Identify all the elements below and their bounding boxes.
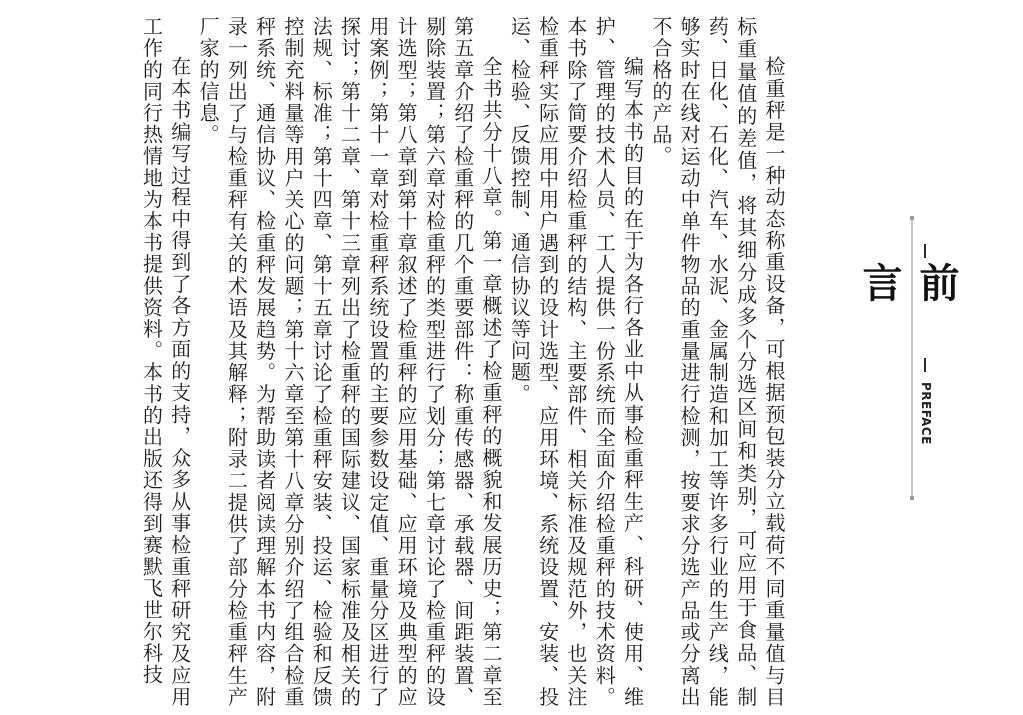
- page-subtitle: PREFACE: [919, 382, 933, 445]
- paragraph-3: 全书共分十八章。第一章概述了检重秤的概貌和发展历史；第二章至第五章介绍了检重秤的几个重要部件：称重传感器、承载器、间距装置、剔除装置；第六章对检重秤的类型进行了划分；第七章讨论了检重秤的设计选型；第八章到第十章叙述了检重秤的应用基础、应用环境及典型的应用案例；第十一章对检重秤系统设置的主要参数设定值、重量分区进行了探讨；第十二章、第十三章列出了检重秤的国际建议、国家标准及相关的法规、标准；第十四章、第十五章讨论了检重秤安装、投运、检验和反馈控制充料量等用户关心的问题；第十六章至第十八章分别介绍了组合检重秤系统、通信协议、检重秤发展趋势。为帮助读者阅读理解本书内容，附录一列出了与检重秤有关的术语及其解释；附录二提供了部分检重秤生产厂家的信息。: [196, 16, 504, 708]
- paragraph-4: 在本书编写过程中得到了各方面的支持，众多从事检重秤研究及应用工作的同行热情地为本书提供资料。本书的出版还得到赛默飞世尔科技: [139, 16, 192, 708]
- paragraph-1: 检重秤是一种动态称重设备，可根据预包装分立载荷不同重量值与目标重量值的差值，将其细分成多个分选区间和类别，可应用于食品、制药、日化、石化、汽车、水泥、金属制造和加工等许多行业的生产线，能够实时在线对运动中单件物品的重量进行检测，按要求分选产品或分离出不合格的产品。: [648, 16, 786, 708]
- rule-top-dot: [910, 216, 914, 220]
- paragraph-2: 编写本书的目的在于为各行各业中从事检重秤生产、科研、使用、维护、管理的技术人员、工人提供一份系统而全面介绍检重秤的技术资料。本书除了简要介绍检重秤的结构、主要部件、相关标准及规范外，也关注检重秤实际应用中用户遇到的设计选型、应用环境、系统设置、安装、投运、检验、反馈控制、通信协议等问题。: [507, 16, 645, 708]
- page-title: 前 言: [856, 262, 959, 312]
- rule-bottom-dot: [910, 496, 914, 500]
- title-top-bar: [924, 244, 926, 258]
- title-bottom-bar: [924, 358, 926, 372]
- preface-body: [0, 16, 788, 708]
